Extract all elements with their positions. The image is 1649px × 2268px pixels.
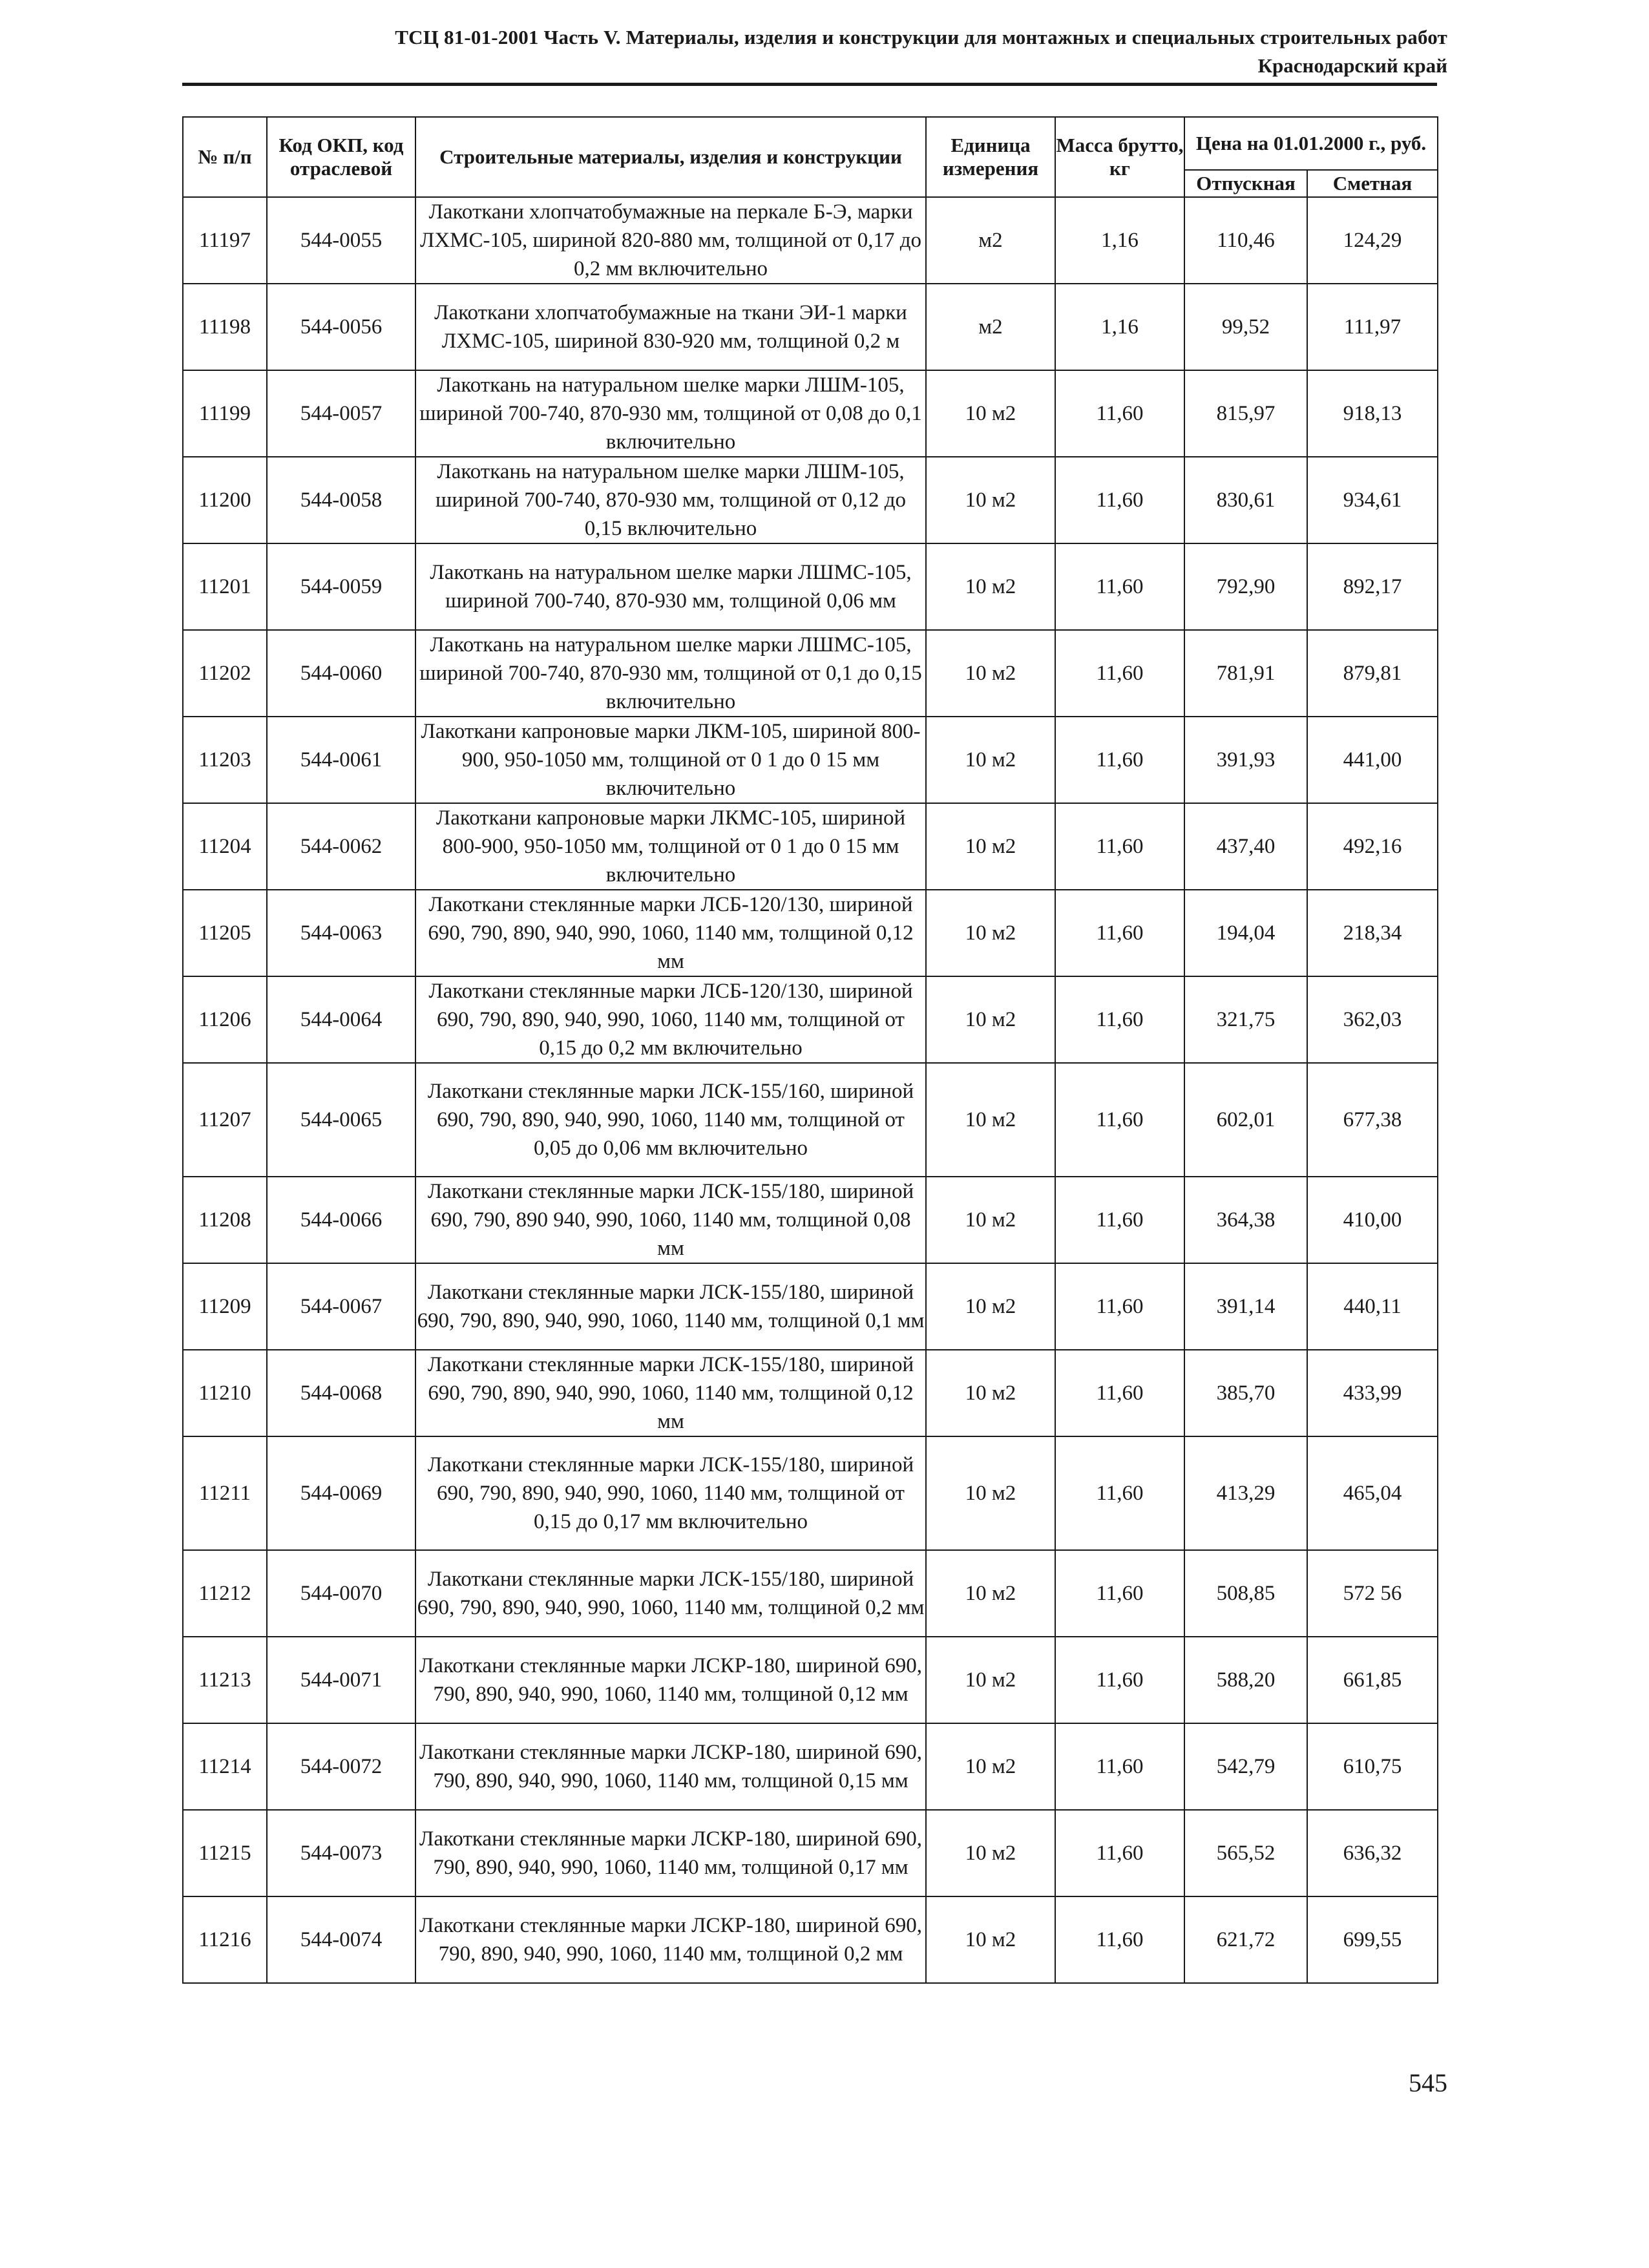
- unit-of-measure: 10 м2: [926, 1177, 1055, 1263]
- row-number: 11211: [183, 1436, 267, 1550]
- row-number: 11210: [183, 1350, 267, 1436]
- row-number: 11199: [183, 370, 267, 457]
- release-price: 391,93: [1184, 717, 1307, 803]
- row-number: 11204: [183, 803, 267, 890]
- gross-mass: 1,16: [1055, 284, 1184, 370]
- row-number: 11200: [183, 457, 267, 543]
- release-price: 508,85: [1184, 1550, 1307, 1637]
- row-number: 11202: [183, 630, 267, 717]
- material-name: Лакоткани стеклянные марки ЛСКР-180, шириной 690, 790, 890, 940, 990, 1060, 1140 мм, толщиной 0,15 мм: [415, 1723, 926, 1810]
- estimate-price: 218,34: [1307, 890, 1438, 976]
- unit-of-measure: 10 м2: [926, 803, 1055, 890]
- release-price: 321,75: [1184, 976, 1307, 1063]
- column-header-okp-code: Код ОКП, код отраслевой: [267, 117, 415, 197]
- gross-mass: 11,60: [1055, 890, 1184, 976]
- release-price: 830,61: [1184, 457, 1307, 543]
- column-header-estimate-price: Сметная: [1307, 170, 1438, 197]
- okp-code: 544-0074: [267, 1896, 415, 1983]
- material-name: Лакоткань на натуральном шелке марки ЛШМ-105, шириной 700-740, 870-930 мм, толщиной от 0,12 до 0,15 включительно: [415, 457, 926, 543]
- release-price: 542,79: [1184, 1723, 1307, 1810]
- row-number: 11208: [183, 1177, 267, 1263]
- okp-code: 544-0061: [267, 717, 415, 803]
- document-header-title: ТСЦ 81-01-2001 Часть V. Материалы, изделия и конструкции для монтажных и специальных строительных работ: [395, 26, 1447, 48]
- estimate-price: 465,04: [1307, 1436, 1438, 1550]
- okp-code: 544-0064: [267, 976, 415, 1063]
- gross-mass: 11,60: [1055, 1810, 1184, 1896]
- row-number: 11198: [183, 284, 267, 370]
- okp-code: 544-0065: [267, 1063, 415, 1177]
- gross-mass: 11,60: [1055, 457, 1184, 543]
- okp-code: 544-0066: [267, 1177, 415, 1263]
- unit-of-measure: 10 м2: [926, 370, 1055, 457]
- material-name: Лакоткани стеклянные марки ЛСК-155/160, шириной 690, 790, 890, 940, 990, 1060, 1140 мм, толщиной от 0,05 до 0,06 мм включительно: [415, 1063, 926, 1177]
- gross-mass: 11,60: [1055, 543, 1184, 630]
- release-price: 792,90: [1184, 543, 1307, 630]
- material-name: Лакоткань на натуральном шелке марки ЛШМ-105, шириной 700-740, 870-930 мм, толщиной от 0,08 до 0,1 включительно: [415, 370, 926, 457]
- okp-code: 544-0071: [267, 1637, 415, 1723]
- unit-of-measure: 10 м2: [926, 976, 1055, 1063]
- okp-code: 544-0067: [267, 1263, 415, 1350]
- gross-mass: 11,60: [1055, 1550, 1184, 1637]
- row-number: 11215: [183, 1810, 267, 1896]
- material-name: Лакоткани стеклянные марки ЛСК-155/180, шириной 690, 790, 890 940, 990, 1060, 1140 мм, толщиной 0,08 мм: [415, 1177, 926, 1263]
- material-name: Лакоткань на натуральном шелке марки ЛШМС-105, шириной 700-740, 870-930 мм, толщиной 0,06 мм: [415, 543, 926, 630]
- table-row: [183, 976, 1438, 1063]
- table-row: [183, 197, 1438, 284]
- row-number: 11212: [183, 1550, 267, 1637]
- unit-of-measure: 10 м2: [926, 717, 1055, 803]
- estimate-price: 441,00: [1307, 717, 1438, 803]
- table-row: [183, 1063, 1438, 1177]
- okp-code: 544-0056: [267, 284, 415, 370]
- okp-code: 544-0063: [267, 890, 415, 976]
- gross-mass: 11,60: [1055, 1896, 1184, 1983]
- material-name: Лакоткани хлопчатобумажные на ткани ЭИ-1 марки ЛХМС-105, шириной 830-920 мм, толщиной 0,2 м: [415, 284, 926, 370]
- table-row: [183, 1723, 1438, 1810]
- release-price: 781,91: [1184, 630, 1307, 717]
- estimate-price: 492,16: [1307, 803, 1438, 890]
- row-number: 11207: [183, 1063, 267, 1177]
- okp-code: 544-0068: [267, 1350, 415, 1436]
- estimate-price: 610,75: [1307, 1723, 1438, 1810]
- release-price: 413,29: [1184, 1436, 1307, 1550]
- table-row: [183, 1637, 1438, 1723]
- unit-of-measure: 10 м2: [926, 1810, 1055, 1896]
- estimate-price: 892,17: [1307, 543, 1438, 630]
- estimate-price: 661,85: [1307, 1637, 1438, 1723]
- material-name: Лакоткани стеклянные марки ЛСК-155/180, шириной 690, 790, 890, 940, 990, 1060, 1140 мм, толщиной 0,2 мм: [415, 1550, 926, 1637]
- okp-code: 544-0059: [267, 543, 415, 630]
- okp-code: 544-0062: [267, 803, 415, 890]
- table-row: [183, 1810, 1438, 1896]
- material-name: Лакоткани хлопчатобумажные на перкале Б-Э, марки ЛХМС-105, шириной 820-880 мм, толщиной от 0,17 до 0,2 мм включительно: [415, 197, 926, 284]
- row-number: 11197: [183, 197, 267, 284]
- column-header-price: Цена на 01.01.2000 г., руб.: [1184, 117, 1438, 170]
- gross-mass: 11,60: [1055, 630, 1184, 717]
- okp-code: 544-0072: [267, 1723, 415, 1810]
- table-row: [183, 1263, 1438, 1350]
- row-number: 11213: [183, 1637, 267, 1723]
- material-name: Лакоткани капроновые марки ЛКМС-105, шириной 800-900, 950-1050 мм, толщиной от 0 1 до 0 15 мм включительно: [415, 803, 926, 890]
- unit-of-measure: 10 м2: [926, 630, 1055, 717]
- estimate-price: 362,03: [1307, 976, 1438, 1063]
- unit-of-measure: 10 м2: [926, 1723, 1055, 1810]
- okp-code: 544-0057: [267, 370, 415, 457]
- okp-code: 544-0058: [267, 457, 415, 543]
- release-price: 385,70: [1184, 1350, 1307, 1436]
- release-price: 391,14: [1184, 1263, 1307, 1350]
- gross-mass: 11,60: [1055, 976, 1184, 1063]
- release-price: 110,46: [1184, 197, 1307, 284]
- column-header-num: № п/п: [183, 117, 267, 197]
- material-name: Лакоткани стеклянные марки ЛСК-155/180, шириной 690, 790, 890, 940, 990, 1060, 1140 мм, толщиной 0,1 мм: [415, 1263, 926, 1350]
- table-row: [183, 1550, 1438, 1637]
- gross-mass: 11,60: [1055, 1063, 1184, 1177]
- unit-of-measure: 10 м2: [926, 1350, 1055, 1436]
- table-row: [183, 1350, 1438, 1436]
- material-name: Лакоткани стеклянные марки ЛСКР-180, шириной 690, 790, 890, 940, 990, 1060, 1140 мм, толщиной 0,17 мм: [415, 1810, 926, 1896]
- material-name: Лакоткани стеклянные марки ЛСКР-180, шириной 690, 790, 890, 940, 990, 1060, 1140 мм, толщиной 0,2 мм: [415, 1896, 926, 1983]
- column-header-release-price: Отпускная: [1184, 170, 1307, 197]
- release-price: 99,52: [1184, 284, 1307, 370]
- estimate-price: 636,32: [1307, 1810, 1438, 1896]
- okp-code: 544-0070: [267, 1550, 415, 1637]
- unit-of-measure: 10 м2: [926, 1550, 1055, 1637]
- unit-of-measure: м2: [926, 197, 1055, 284]
- unit-of-measure: 10 м2: [926, 1436, 1055, 1550]
- estimate-price: 410,00: [1307, 1177, 1438, 1263]
- row-number: 11203: [183, 717, 267, 803]
- unit-of-measure: 10 м2: [926, 1063, 1055, 1177]
- gross-mass: 11,60: [1055, 1177, 1184, 1263]
- estimate-price: 440,11: [1307, 1263, 1438, 1350]
- gross-mass: 11,60: [1055, 717, 1184, 803]
- release-price: 565,52: [1184, 1810, 1307, 1896]
- row-number: 11205: [183, 890, 267, 976]
- table-row: [183, 1896, 1438, 1983]
- okp-code: 544-0060: [267, 630, 415, 717]
- page-number: 545: [1409, 2068, 1447, 2097]
- unit-of-measure: м2: [926, 284, 1055, 370]
- unit-of-measure: 10 м2: [926, 890, 1055, 976]
- release-price: 602,01: [1184, 1063, 1307, 1177]
- estimate-price: 111,97: [1307, 284, 1438, 370]
- row-number: 11201: [183, 543, 267, 630]
- estimate-price: 699,55: [1307, 1896, 1438, 1983]
- release-price: 815,97: [1184, 370, 1307, 457]
- estimate-price: 918,13: [1307, 370, 1438, 457]
- release-price: 621,72: [1184, 1896, 1307, 1983]
- row-number: 11206: [183, 976, 267, 1063]
- table-row: [183, 284, 1438, 370]
- release-price: 437,40: [1184, 803, 1307, 890]
- material-name: Лакоткани стеклянные марки ЛСК-155/180, шириной 690, 790, 890, 940, 990, 1060, 1140 мм, толщиной от 0,15 до 0,17 мм включительно: [415, 1436, 926, 1550]
- material-name: Лакоткани стеклянные марки ЛСБ-120/130, шириной 690, 790, 890, 940, 990, 1060, 1140 мм, толщиной от 0,15 до 0,2 мм включительно: [415, 976, 926, 1063]
- okp-code: 544-0073: [267, 1810, 415, 1896]
- material-name: Лакоткани стеклянные марки ЛСК-155/180, шириной 690, 790, 890, 940, 990, 1060, 1140 мм, толщиной 0,12 мм: [415, 1350, 926, 1436]
- column-header-name: Строительные материалы, изделия и конструкции: [415, 117, 926, 197]
- table-row: [183, 1436, 1438, 1550]
- table-row: [183, 457, 1438, 543]
- gross-mass: 11,60: [1055, 370, 1184, 457]
- estimate-price: 572 56: [1307, 1550, 1438, 1637]
- material-name: Лакоткани стеклянные марки ЛСБ-120/130, шириной 690, 790, 890, 940, 990, 1060, 1140 мм, толщиной 0,12 мм: [415, 890, 926, 976]
- table-row: [183, 890, 1438, 976]
- unit-of-measure: 10 м2: [926, 457, 1055, 543]
- gross-mass: 1,16: [1055, 197, 1184, 284]
- unit-of-measure: 10 м2: [926, 1637, 1055, 1723]
- column-header-unit: Единица измерения: [926, 117, 1055, 197]
- gross-mass: 11,60: [1055, 1723, 1184, 1810]
- unit-of-measure: 10 м2: [926, 543, 1055, 630]
- column-header-mass: Масса брутто, кг: [1055, 117, 1184, 197]
- estimate-price: 879,81: [1307, 630, 1438, 717]
- table-row: [183, 630, 1438, 717]
- document-header-region: Краснодарский край: [1257, 54, 1447, 77]
- release-price: 588,20: [1184, 1637, 1307, 1723]
- unit-of-measure: 10 м2: [926, 1263, 1055, 1350]
- gross-mass: 11,60: [1055, 1350, 1184, 1436]
- header-divider: [182, 83, 1437, 86]
- table-row: [183, 543, 1438, 630]
- materials-price-table: [182, 116, 1438, 1984]
- estimate-price: 677,38: [1307, 1063, 1438, 1177]
- table-header-row: [183, 117, 1438, 170]
- gross-mass: 11,60: [1055, 1637, 1184, 1723]
- table-row: [183, 1177, 1438, 1263]
- estimate-price: 124,29: [1307, 197, 1438, 284]
- estimate-price: 433,99: [1307, 1350, 1438, 1436]
- table-row: [183, 370, 1438, 457]
- row-number: 11214: [183, 1723, 267, 1810]
- okp-code: 544-0069: [267, 1436, 415, 1550]
- table-body: [183, 197, 1438, 1983]
- estimate-price: 934,61: [1307, 457, 1438, 543]
- row-number: 11216: [183, 1896, 267, 1983]
- material-name: Лакоткани стеклянные марки ЛСКР-180, шириной 690, 790, 890, 940, 990, 1060, 1140 мм, толщиной 0,12 мм: [415, 1637, 926, 1723]
- material-name: Лакоткань на натуральном шелке марки ЛШМС-105, шириной 700-740, 870-930 мм, толщиной от 0,1 до 0,15 включительно: [415, 630, 926, 717]
- release-price: 364,38: [1184, 1177, 1307, 1263]
- unit-of-measure: 10 м2: [926, 1896, 1055, 1983]
- table-row: [183, 717, 1438, 803]
- material-name: Лакоткани капроновые марки ЛКМ-105, шириной 800-900, 950-1050 мм, толщиной от 0 1 до 0 15 мм включительно: [415, 717, 926, 803]
- gross-mass: 11,60: [1055, 803, 1184, 890]
- table-row: [183, 803, 1438, 890]
- okp-code: 544-0055: [267, 197, 415, 284]
- row-number: 11209: [183, 1263, 267, 1350]
- gross-mass: 11,60: [1055, 1436, 1184, 1550]
- gross-mass: 11,60: [1055, 1263, 1184, 1350]
- release-price: 194,04: [1184, 890, 1307, 976]
